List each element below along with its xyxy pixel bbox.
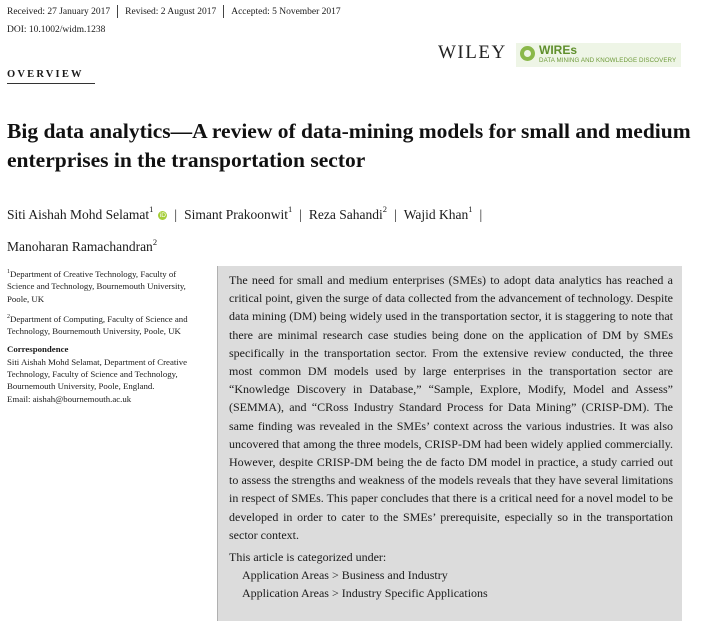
article-title: Big data analytics—A review of data-mining models for small and medium enterprises in the transportation sector xyxy=(7,119,691,172)
author-separator: | xyxy=(174,206,178,222)
author-separator: | xyxy=(479,206,483,222)
affiliation: $^1$Department of Creative Technology, Faculty of Science and Technology, Bournemouth University, Poole, UK xyxy=(7,268,186,304)
orcid-icon[interactable]: iD xyxy=(159,211,166,219)
author-list xyxy=(7,196,697,261)
wiley-logo: WILEY xyxy=(438,42,507,63)
author[interactable]: Siti Aishah Mohd Selamat$^1$iD xyxy=(7,204,166,222)
section-label: OVERVIEW xyxy=(7,69,84,80)
abstract-text: The need for small and medium enterprises (SMEs) to adopt data analytics has reached a critical point, given the surge of data collected from the advancement of technology. Despite data mining (DM) being widely used in the transportation sector, it is staggering to note that there are minimal research case studies being done on the application of DM by SMEs specifically in the transportation sector. From the extensive review conducted, the three most common DM models used by large enterprises in the transportation sector are “Knowledge Discovery in Database,” “Sample, Explore, Modify, Model and Assess” (SEMMA), and “CRoss Industry Standard Process for Data Mining” (CRISP-DM). The same finding was revealed in the SMEs’ context across the various industries. It was also uncovered that among the three models, CRISP-DM had been widely applied commercially. However, despite CRISP-DM being the de facto DM model in practice, a study carried out to assess the strengths and weakness of the models reveals that they have several limitations in respect of SMEs. This paper concludes that there is a critical need for a novel model to be developed in order to cater to the SMEs’ prerequisite, especially so in the transportation sector context. xyxy=(229,273,673,542)
correspondence-email[interactable]: Email: aishah@bournemouth.ac.uk xyxy=(7,393,132,404)
date-separator xyxy=(223,5,224,18)
wires-journal-name: WIREs xyxy=(539,43,578,57)
abstract-box xyxy=(217,266,682,621)
wires-logo-icon xyxy=(520,46,535,61)
categories-heading: This article is categorized under: xyxy=(229,550,387,565)
correspondence-address: Siti Aishah Mohd Selamat, Department of Creative Technology, Faculty of Science and Technology, Bournemouth University, Poole, England. xyxy=(7,356,188,392)
affiliations-column xyxy=(7,266,202,405)
doi[interactable]: DOI: 10.1002/widm.1238 xyxy=(7,25,106,35)
category-item: Application Areas > Industry Specific Applications xyxy=(242,586,488,601)
author[interactable]: Reza Sahandi$^2$ xyxy=(308,204,388,222)
revised-date: Revised: 2 August 2017 xyxy=(125,6,217,17)
author[interactable]: Manoharan Ramachandran$^2$ xyxy=(7,236,158,254)
wires-journal-subtitle: DATA MINING AND KNOWLEDGE DISCOVERY xyxy=(539,57,677,64)
section-underline xyxy=(7,83,95,84)
received-date: Received: 27 January 2017 xyxy=(7,6,111,17)
author[interactable]: Simant Prakoonwit$^1$ xyxy=(184,204,293,222)
author-separator: | xyxy=(394,206,397,222)
article-dates xyxy=(7,5,341,18)
affiliation: $^2$Department of Computing, Faculty of Science and Technology, Bournemouth University, Poole, UK xyxy=(7,313,188,337)
accepted-date: Accepted: 5 November 2017 xyxy=(231,6,341,17)
date-separator xyxy=(117,5,118,18)
author-separator: | xyxy=(299,206,302,222)
category-item: Application Areas > Business and Industry xyxy=(242,568,448,583)
author[interactable]: Wajid Khan$^1$ xyxy=(403,204,473,222)
correspondence-heading: Correspondence xyxy=(7,344,69,355)
